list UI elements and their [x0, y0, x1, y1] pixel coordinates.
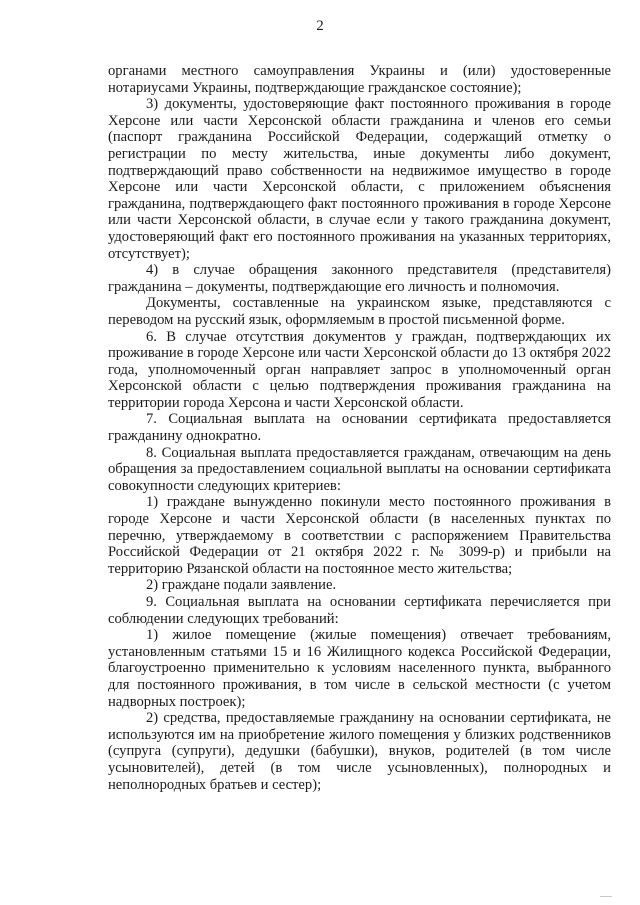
paragraph-clause-6: 6. В случае отсутствия документов у граждан, подтверждающих их проживание в городе Херсоне или части Херсонской области до 13 октября 2022 года, уполномоченный орган направляет запрос в уполномоченный орган Херсонской области с целью подтверждения проживания гражданина на территории города Херсона и части Херсонской области.	[108, 328, 611, 411]
paragraph-clause-8-item-2: 2) граждане подали заявление.	[146, 577, 337, 594]
document-body	[108, 63, 611, 793]
paragraph-item-3-residence-documents: 3) документы, удостоверяющие факт постоянного проживания в городе Херсоне или части Херсонской области гражданина и членов его семьи (паспорт гражданина Российской Федерации, содержащий отметку о регистрации по месту жительства, иные документы либо документ, подтверждающий право собственности на недвижимое имущество в городе Херсоне или части Херсонской области, с приложением объяснения гражданина, подтверждающего факт постоянного проживания в городе Херсоне или части Херсонской области, в случае если у такого гражданина документ, удостоверяющий факт его постоянного проживания на указанных территориях, отсутствует);	[108, 96, 611, 262]
scan-artifact	[600, 896, 612, 897]
paragraph-ukrainian-documents: Документы, составленные на украинском языке, представляются с переводом на русский язык, оформляемым в простой письменной форме.	[108, 295, 611, 328]
paragraph-clause-8-item-1: 1) граждане вынужденно покинули место постоянного проживания в городе Херсоне и части Херсонской области (в населенных пунктах по перечню, утверждаемому в соответствии с распоряжением Правительства Российской Федерации от 21 октября 2022 г. № 3099-р) и прибыли на территорию Рязанской области на постоянное место жительства;	[108, 494, 611, 577]
paragraph-clause-9: 9. Социальная выплата на основании сертификата перечисляется при соблюдении следующих требований:	[108, 594, 611, 627]
paragraph-item-4-representative: 4) в случае обращения законного представителя (представителя) гражданина – документы, подтверждающие его личность и полномочия.	[108, 262, 611, 295]
paragraph-clause-9-item-2: 2) средства, предоставляемые гражданину на основании сертификата, не используются им на приобретение жилого помещения у близких родственников (супруга (супруги), дедушки (бабушки), внуков, родителей (в том числе усыновителей), детей (в том числе усыновленных), полнородных и неполнородных братьев и сестер);	[108, 710, 611, 793]
paragraph-clause-8: 8. Социальная выплата предоставляется гражданам, отвечающим на день обращения за предоставлением социальной выплаты на основании сертификата совокупности следующих критериев:	[108, 444, 611, 494]
paragraph-clause-7: 7. Социальная выплата на основании сертификата предоставляется гражданину однократно.	[108, 411, 611, 445]
paragraph-continuation: органами местного самоуправления Украины и (или) удостоверенные нотариусами Украины, подтверждающие гражданское состояние);	[108, 63, 611, 96]
page-number: 2	[316, 18, 324, 34]
paragraph-clause-9-item-1: 1) жилое помещение (жилые помещения) отвечает требованиям, установленным статьями 15 и 16 Жилищного кодекса Российской Федерации, благоустроенно применительно к условиям населенного пункта, выбранного для постоянного проживания, в том числе в сельской местности (с учетом надворных построек);	[108, 627, 611, 710]
